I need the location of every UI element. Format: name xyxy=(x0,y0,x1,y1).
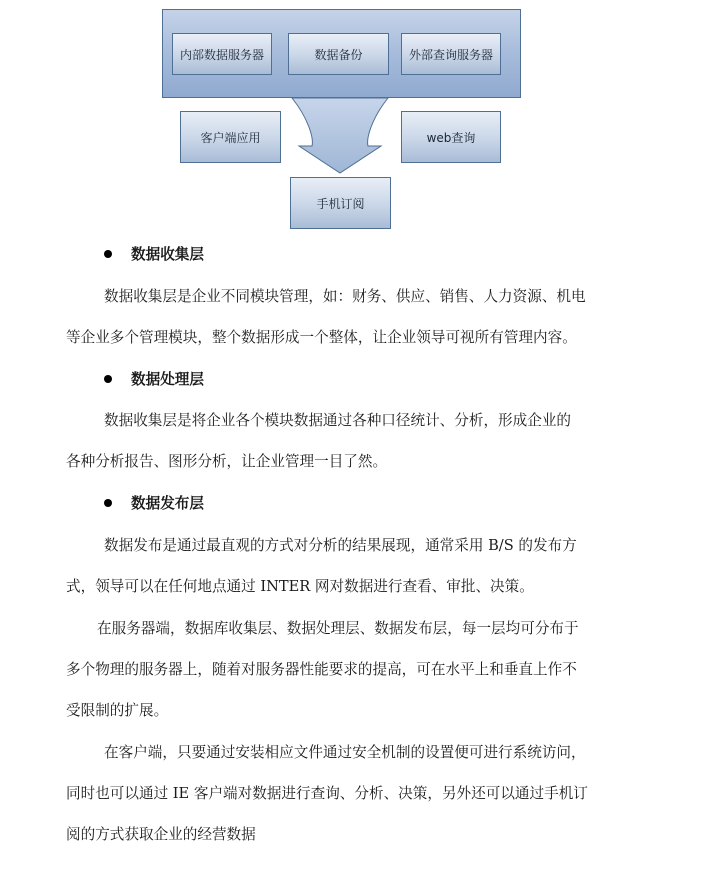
section-heading-text: 数据发布层 xyxy=(131,495,204,512)
external-query-server-box: 外部查询服务器 xyxy=(401,33,501,75)
client-side-paragraph xyxy=(66,732,622,855)
section-paragraph-publishing xyxy=(66,525,622,607)
section-heading-processing xyxy=(104,370,204,390)
paragraph-line: 多个物理的服务器上，随着对服务器性能要求的提高，可在水平上和垂直上作不 xyxy=(66,661,577,678)
section-heading-text: 数据收集层 xyxy=(131,246,204,263)
bullet-icon xyxy=(104,250,112,258)
paragraph-line: 数据收集层是将企业各个模块数据通过各种口径统计、分析，形成企业的 xyxy=(104,412,572,429)
data-backup-box: 数据备份 xyxy=(288,33,389,75)
paragraph-line: 阅的方式获取企业的经营数据 xyxy=(66,826,256,843)
paragraph-line: 数据发布是通过最直观的方式对分析的结果展现，通常采用 B/S 的发布方 xyxy=(104,537,577,554)
internal-data-server-box: 内部数据服务器 xyxy=(172,33,272,75)
section-paragraph-collection xyxy=(66,276,622,358)
mobile-subscription-box: 手机订阅 xyxy=(290,177,391,229)
paragraph-line: 各种分析报告、图形分析，让企业管理一目了然。 xyxy=(66,453,388,470)
bullet-icon xyxy=(104,499,112,507)
paragraph-line: 受限制的扩展。 xyxy=(66,702,169,719)
section-heading-publishing xyxy=(104,494,204,514)
server-side-paragraph xyxy=(66,608,622,731)
paragraph-line: 在客户端，只要通过安装相应文件通过安全机制的设置便可进行系统访问， xyxy=(104,744,586,761)
paragraph-line: 数据收集层是企业不同模块管理，如：财务、供应、销售、人力资源、机电 xyxy=(104,288,586,305)
client-application-box: 客户端应用 xyxy=(180,111,281,163)
paragraph-line: 等企业多个管理模块，整个数据形成一个整体，让企业领导可视所有管理内容。 xyxy=(66,329,577,346)
paragraph-line: 在服务器端，数据库收集层、数据处理层、数据发布层，每一层均可分布于 xyxy=(97,620,579,637)
paragraph-line: 式，领导可以在任何地点通过 INTER 网对数据进行查看、审批、决策。 xyxy=(66,578,534,595)
bullet-icon xyxy=(104,375,112,383)
section-heading-text: 数据处理层 xyxy=(131,371,204,388)
web-query-box: web查询 xyxy=(401,111,501,163)
paragraph-line: 同时也可以通过 IE 客户端对数据进行查询、分析、决策，另外还可以通过手机订 xyxy=(66,785,588,802)
section-paragraph-processing xyxy=(66,400,622,482)
section-heading-collection xyxy=(104,245,204,265)
architecture-diagram xyxy=(0,0,710,236)
